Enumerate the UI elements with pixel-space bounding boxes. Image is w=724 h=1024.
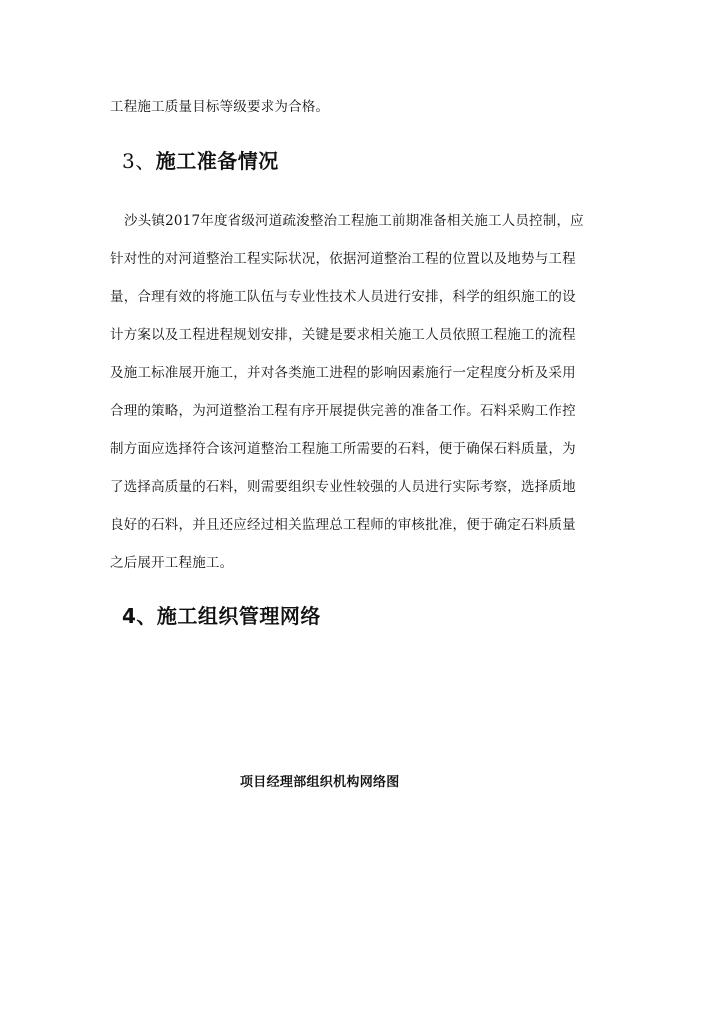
- figure-caption: 项目经理部组织机构网络图: [240, 775, 400, 790]
- paragraph-line: 计方案以及工程进程规划安排，关键是要求相关施工人员依照工程施工的流程: [110, 327, 576, 343]
- paragraph-line: 及施工标准展开施工，并对各类施工进程的影响因素施行一定程度分析及采用: [110, 365, 576, 381]
- section-4-title: 施工组织管理网络: [156, 604, 321, 628]
- paragraph-line: 制方面应选择符合该河道整治工程施工所需要的石料，便于确保石料质量，为: [110, 441, 576, 457]
- section-3-heading: [122, 148, 279, 174]
- paragraph-line: 之后展开工程施工。: [110, 555, 234, 571]
- paragraph-line: 量，合理有效的将施工队伍与专业性技术人员进行安排，科学的组织施工的设: [110, 289, 576, 305]
- section-3-number: 3、: [122, 149, 156, 173]
- section-4-number: 4、: [122, 604, 157, 628]
- section-4-heading: [122, 603, 321, 629]
- section-3-title: 施工准备情况: [155, 149, 279, 173]
- paragraph-line: 针对性的对河道整治工程实际状况，依据河道整治工程的位置以及地势与工程: [110, 251, 576, 267]
- paragraph-line: 合理的策略，为河道整治工程有序开展提供完善的准备工作。石料采购工作控: [110, 403, 576, 419]
- paragraph-line: 了选择高质量的石料，则需要组织专业性较强的人员进行实际考察，选择质地: [110, 479, 576, 495]
- intro-line: 工程施工质量目标等级要求为合格。: [110, 99, 330, 115]
- paragraph-line: 沙头镇2017年度省级河道疏浚整治工程施工前期准备相关施工人员控制，应: [124, 213, 584, 229]
- paragraph-line: 良好的石料，并且还应经过相关监理总工程师的审核批准，便于确定石料质量: [110, 517, 576, 533]
